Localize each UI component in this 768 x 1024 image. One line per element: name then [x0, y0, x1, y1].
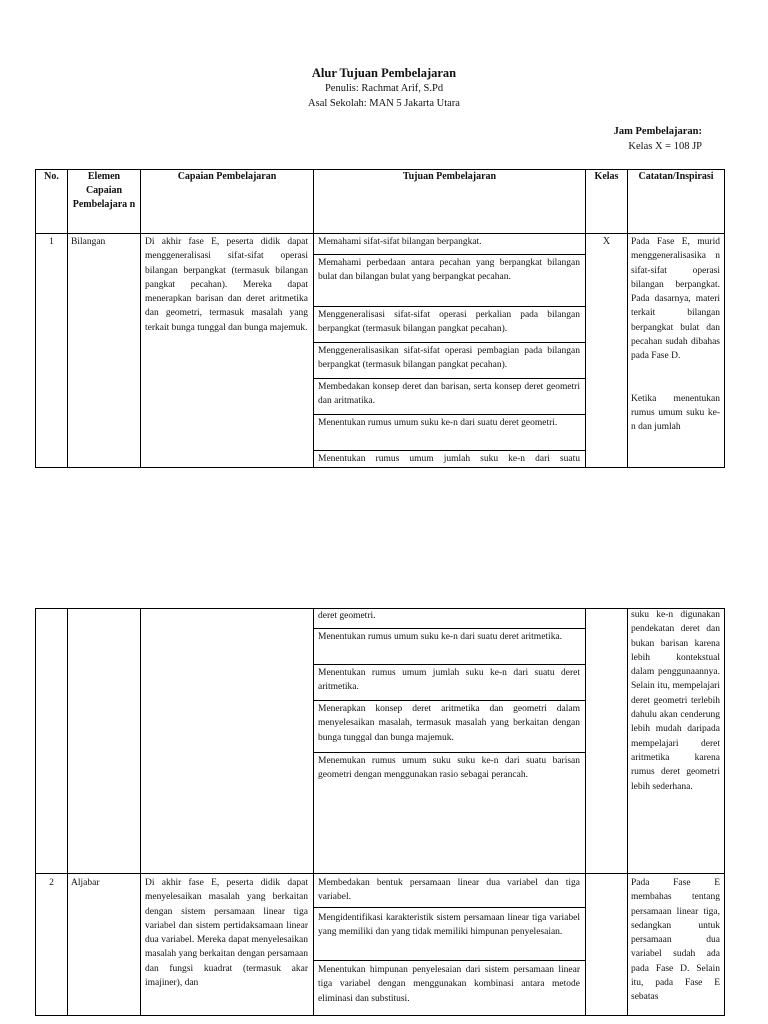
jam-pembelajaran-label: Jam Pembelajaran: — [613, 126, 702, 137]
table-border — [35, 1015, 725, 1016]
tujuan-item: deret geometri. — [318, 611, 376, 621]
tujuan-item: Memahami sifat-sifat bilangan berpangkat. — [318, 237, 482, 247]
column-line — [67, 608, 68, 1016]
header-catatan: Catatan/Inspirasi — [638, 171, 714, 182]
tujuan-item: Menentukan himpunan penyelesaian dari sistem persamaan linear tiga variabel dengan menggunakan kombinasi antara metode eliminasi dan substitusi. — [318, 965, 580, 1004]
tujuan-item: Menggeneralisasikan sifat-sifat operasi pembagian pada bilangan berpangkat (termasuk bilangan pangkat pecahan). — [318, 346, 580, 371]
table-border — [35, 467, 725, 468]
row1-no: 1 — [49, 237, 54, 247]
row2-catatan: Pada Fase E membahas tentang persamaan linear tiga, sedangkan untuk persamaan dua variabel sudah ada pada Fase D. Selain itu, pada Fase E sebatas — [631, 878, 720, 1003]
header-capaian: Capaian Pembelajaran — [177, 171, 277, 182]
tujuan-divider — [313, 664, 585, 665]
tujuan-divider — [313, 450, 585, 451]
tujuan-divider — [313, 628, 585, 629]
column-line — [35, 169, 36, 468]
document-title: Alur Tujuan Pembelajaran — [311, 66, 457, 80]
author-line: Penulis: Rachmat Arif, S.Pd — [324, 83, 444, 94]
jam-pembelajaran-value: Kelas X = 108 JP — [628, 141, 702, 152]
tujuan-item: Menentukan rumus umum suku ke-n dari suatu deret geometri. — [318, 418, 558, 428]
tujuan-divider — [313, 342, 585, 343]
header-elemen: Elemen Capaian Pembelajara n — [72, 171, 136, 210]
tujuan-divider — [313, 960, 585, 961]
tujuan-item: Menerapkan konsep deret aritmetika dan geometri dalam menyelesaikan masalah, termasuk masalah yang berkaitan dengan bunga tunggal dan bunga majemuk. — [318, 704, 580, 743]
header-tujuan: Tujuan Pembelajaran — [402, 171, 497, 182]
column-line — [67, 169, 68, 468]
header-no: No. — [44, 171, 59, 182]
row-divider — [35, 873, 725, 874]
tujuan-item: Menentukan rumus umum jumlah suku ke-n dari suatu deret aritmetika. — [318, 668, 580, 693]
cont-catatan: suku ke-n digunakan pendekatan deret dan bukan barisan karena lebih kontekstual dalam penggunaannya. Selain itu, mempelajari deret geometri terlebih dahulu akan cenderung lebih mudah daripada mempelajari deret aritmetika karena rumus deret geometri lebih sederhana. — [631, 610, 720, 792]
header-kelas: Kelas — [594, 171, 619, 182]
row1-catatan-paragraph: Ketika menentukan rumus umum suku ke-n dan jumlah — [631, 393, 720, 433]
tujuan-divider — [313, 414, 585, 415]
row2-capaian: Di akhir fase E, peserta didik dapat menyelesaikan masalah yang berkaitan dengan sistem persamaan linear tiga variabel dan sistem pertidaksamaan linear dua variabel. Mereka dapat menyelesaikan masalah yang berkaitan dengan persamaan dan fungsi kuadrat (termasuk akar imajiner), dan — [145, 878, 308, 989]
column-line — [35, 608, 36, 1016]
tujuan-item: Memahami perbedaan antara pecahan yang berpangkat bilangan bulat dan bilangan bulat yang berpangkat pecahan. — [318, 258, 580, 283]
column-line — [627, 169, 628, 468]
tujuan-item: Membedakan konsep deret dan barisan, serta konsep deret geometri dan aritmatika. — [318, 382, 580, 407]
column-line — [313, 169, 314, 468]
tujuan-divider — [313, 254, 585, 255]
row1-catatan — [631, 235, 720, 435]
column-line — [627, 608, 628, 1016]
row2-no: 2 — [49, 878, 54, 888]
tujuan-divider — [313, 752, 585, 753]
column-line — [724, 169, 725, 468]
tujuan-item: Menentukan rumus umum suku ke-n dari suatu deret aritmetika. — [318, 632, 563, 642]
tujuan-item: Menemukan rumus umum suku suku ke-n dari suatu barisan geometri dengan menggunakan rasio sebagai perancah. — [318, 756, 580, 781]
row1-elemen: Bilangan — [71, 237, 106, 247]
header-row-divider — [35, 233, 725, 234]
row1-kelas: X — [602, 236, 611, 247]
column-line — [140, 169, 141, 468]
row2-elemen: Aljabar — [71, 878, 100, 888]
tujuan-item: Membedakan bentuk persamaan linear dua variabel dan tiga variabel. — [318, 878, 580, 903]
school-line: Asal Sekolah: MAN 5 Jakarta Utara — [308, 98, 460, 109]
tujuan-divider — [313, 378, 585, 379]
row1-capaian: Di akhir fase E, peserta didik dapat menggeneralisasi sifat-sifat operasi bilangan berpangkat (termasuk bilangan pangkat pecahan). Mereka dapat menerapkan barisan dan deret aritmetika dan geometri, termasuk masalah yang terkait bunga tunggal dan bunga majemuk. — [145, 237, 308, 333]
column-line — [140, 608, 141, 1016]
tujuan-item: Menggeneralisasi sifat-sifat operasi perkalian pada bilangan berpangkat (termasuk bilangan pangkat pecahan). — [318, 310, 580, 335]
tujuan-divider — [313, 907, 585, 908]
tujuan-item: Mengidentifikasi karakteristik sistem persamaan linear tiga variabel yang memiliki dan yang tidak memiliki himpunan penyelesaian. — [318, 913, 580, 938]
column-line — [585, 608, 586, 1016]
tujuan-divider — [313, 306, 585, 307]
column-line — [724, 608, 725, 1016]
tujuan-divider — [313, 700, 585, 701]
column-line — [313, 608, 314, 1016]
column-line — [585, 169, 586, 468]
row1-catatan-paragraph: Pada Fase E, murid menggeneralisasika n sifat-sifat operasi bilangan berpangkat. Pada dasarnya, materi terkait bilangan berpangkat bulat dan pecahan sudah dibahas pada Fase D. — [631, 237, 720, 362]
tujuan-item: Menentukan rumus umum jumlah suku ke-n dari suatu — [318, 454, 580, 464]
